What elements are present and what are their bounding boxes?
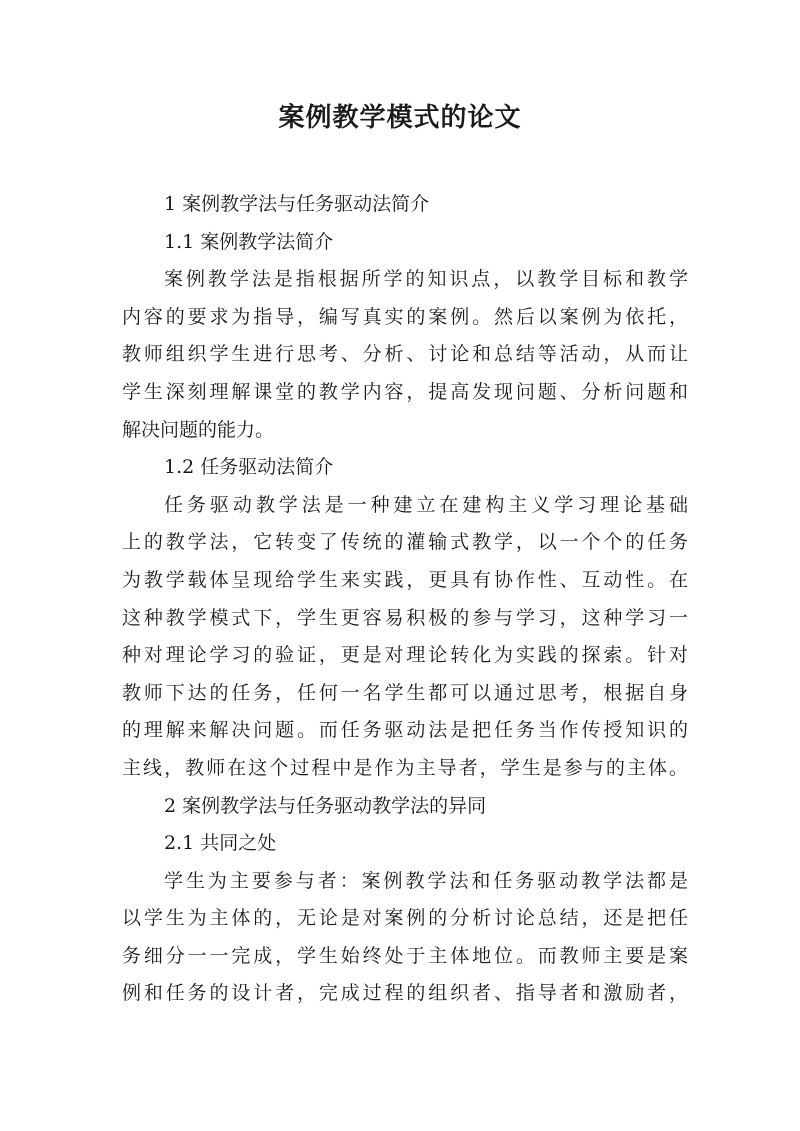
paragraph-line: 以学生为主体的，无论是对案例的分析讨论总结，还是把任 (122, 907, 688, 930)
subsection-heading: 1.1 案例教学法简介 (164, 230, 334, 253)
document-title: 案例教学模式的论文 (278, 103, 522, 133)
paragraph-line: 任务驱动教学法是一种建立在建构主义学习理论基础 (164, 493, 688, 516)
paragraph-line: 学生深刻理解课堂的教学内容，提高发现问题、分析问题和 (122, 380, 688, 403)
paragraph-line: 教师组织学生进行思考、分析、讨论和总结等活动，从而让 (122, 343, 688, 366)
paragraph-line: 教师下达的任务，任何一名学生都可以通过思考，根据自身 (122, 681, 688, 704)
subsection-heading: 2.1 共同之处 (164, 832, 277, 855)
paragraph-line: 为教学载体呈现给学生来实践，更具有协作性、互动性。在 (122, 568, 688, 591)
paragraph-line: 的理解来解决问题。而任务驱动法是把任务当作传授知识的 (122, 719, 688, 742)
subsection-heading: 1.2 任务驱动法简介 (164, 456, 334, 479)
section-heading: 1 案例教学法与任务驱动法简介 (164, 193, 430, 215)
paragraph-line: 案例教学法是指根据所学的知识点，以教学目标和教学 (164, 268, 688, 291)
paragraph-line: 学生为主要参与者：案例教学法和任务驱动教学法都是 (164, 869, 688, 892)
paragraph-line: 解决问题的能力。 (122, 418, 275, 441)
paragraph-line: 例和任务的设计者，完成过程的组织者、指导者和激励者， (122, 982, 688, 1005)
paragraph-line: 这种教学模式下，学生更容易积极的参与学习，这种学习一 (122, 606, 688, 629)
paragraph-line: 上的教学法，它转变了传统的灌输式教学，以一个个的任务 (122, 531, 688, 554)
paragraph-line: 务细分一一完成，学生始终处于主体地位。而教师主要是案 (122, 944, 688, 967)
section-heading: 2 案例教学法与任务驱动教学法的异同 (164, 794, 487, 817)
paragraph-line: 内容的要求为指导，编写真实的案例。然后以案例为依托， (122, 305, 688, 328)
paragraph-line: 主线，教师在这个过程中是作为主导者，学生是参与的主体。 (122, 756, 688, 779)
document-body (122, 186, 688, 1013)
paragraph-line: 种对理论学习的验证，更是对理论转化为实践的探索。针对 (122, 644, 688, 667)
